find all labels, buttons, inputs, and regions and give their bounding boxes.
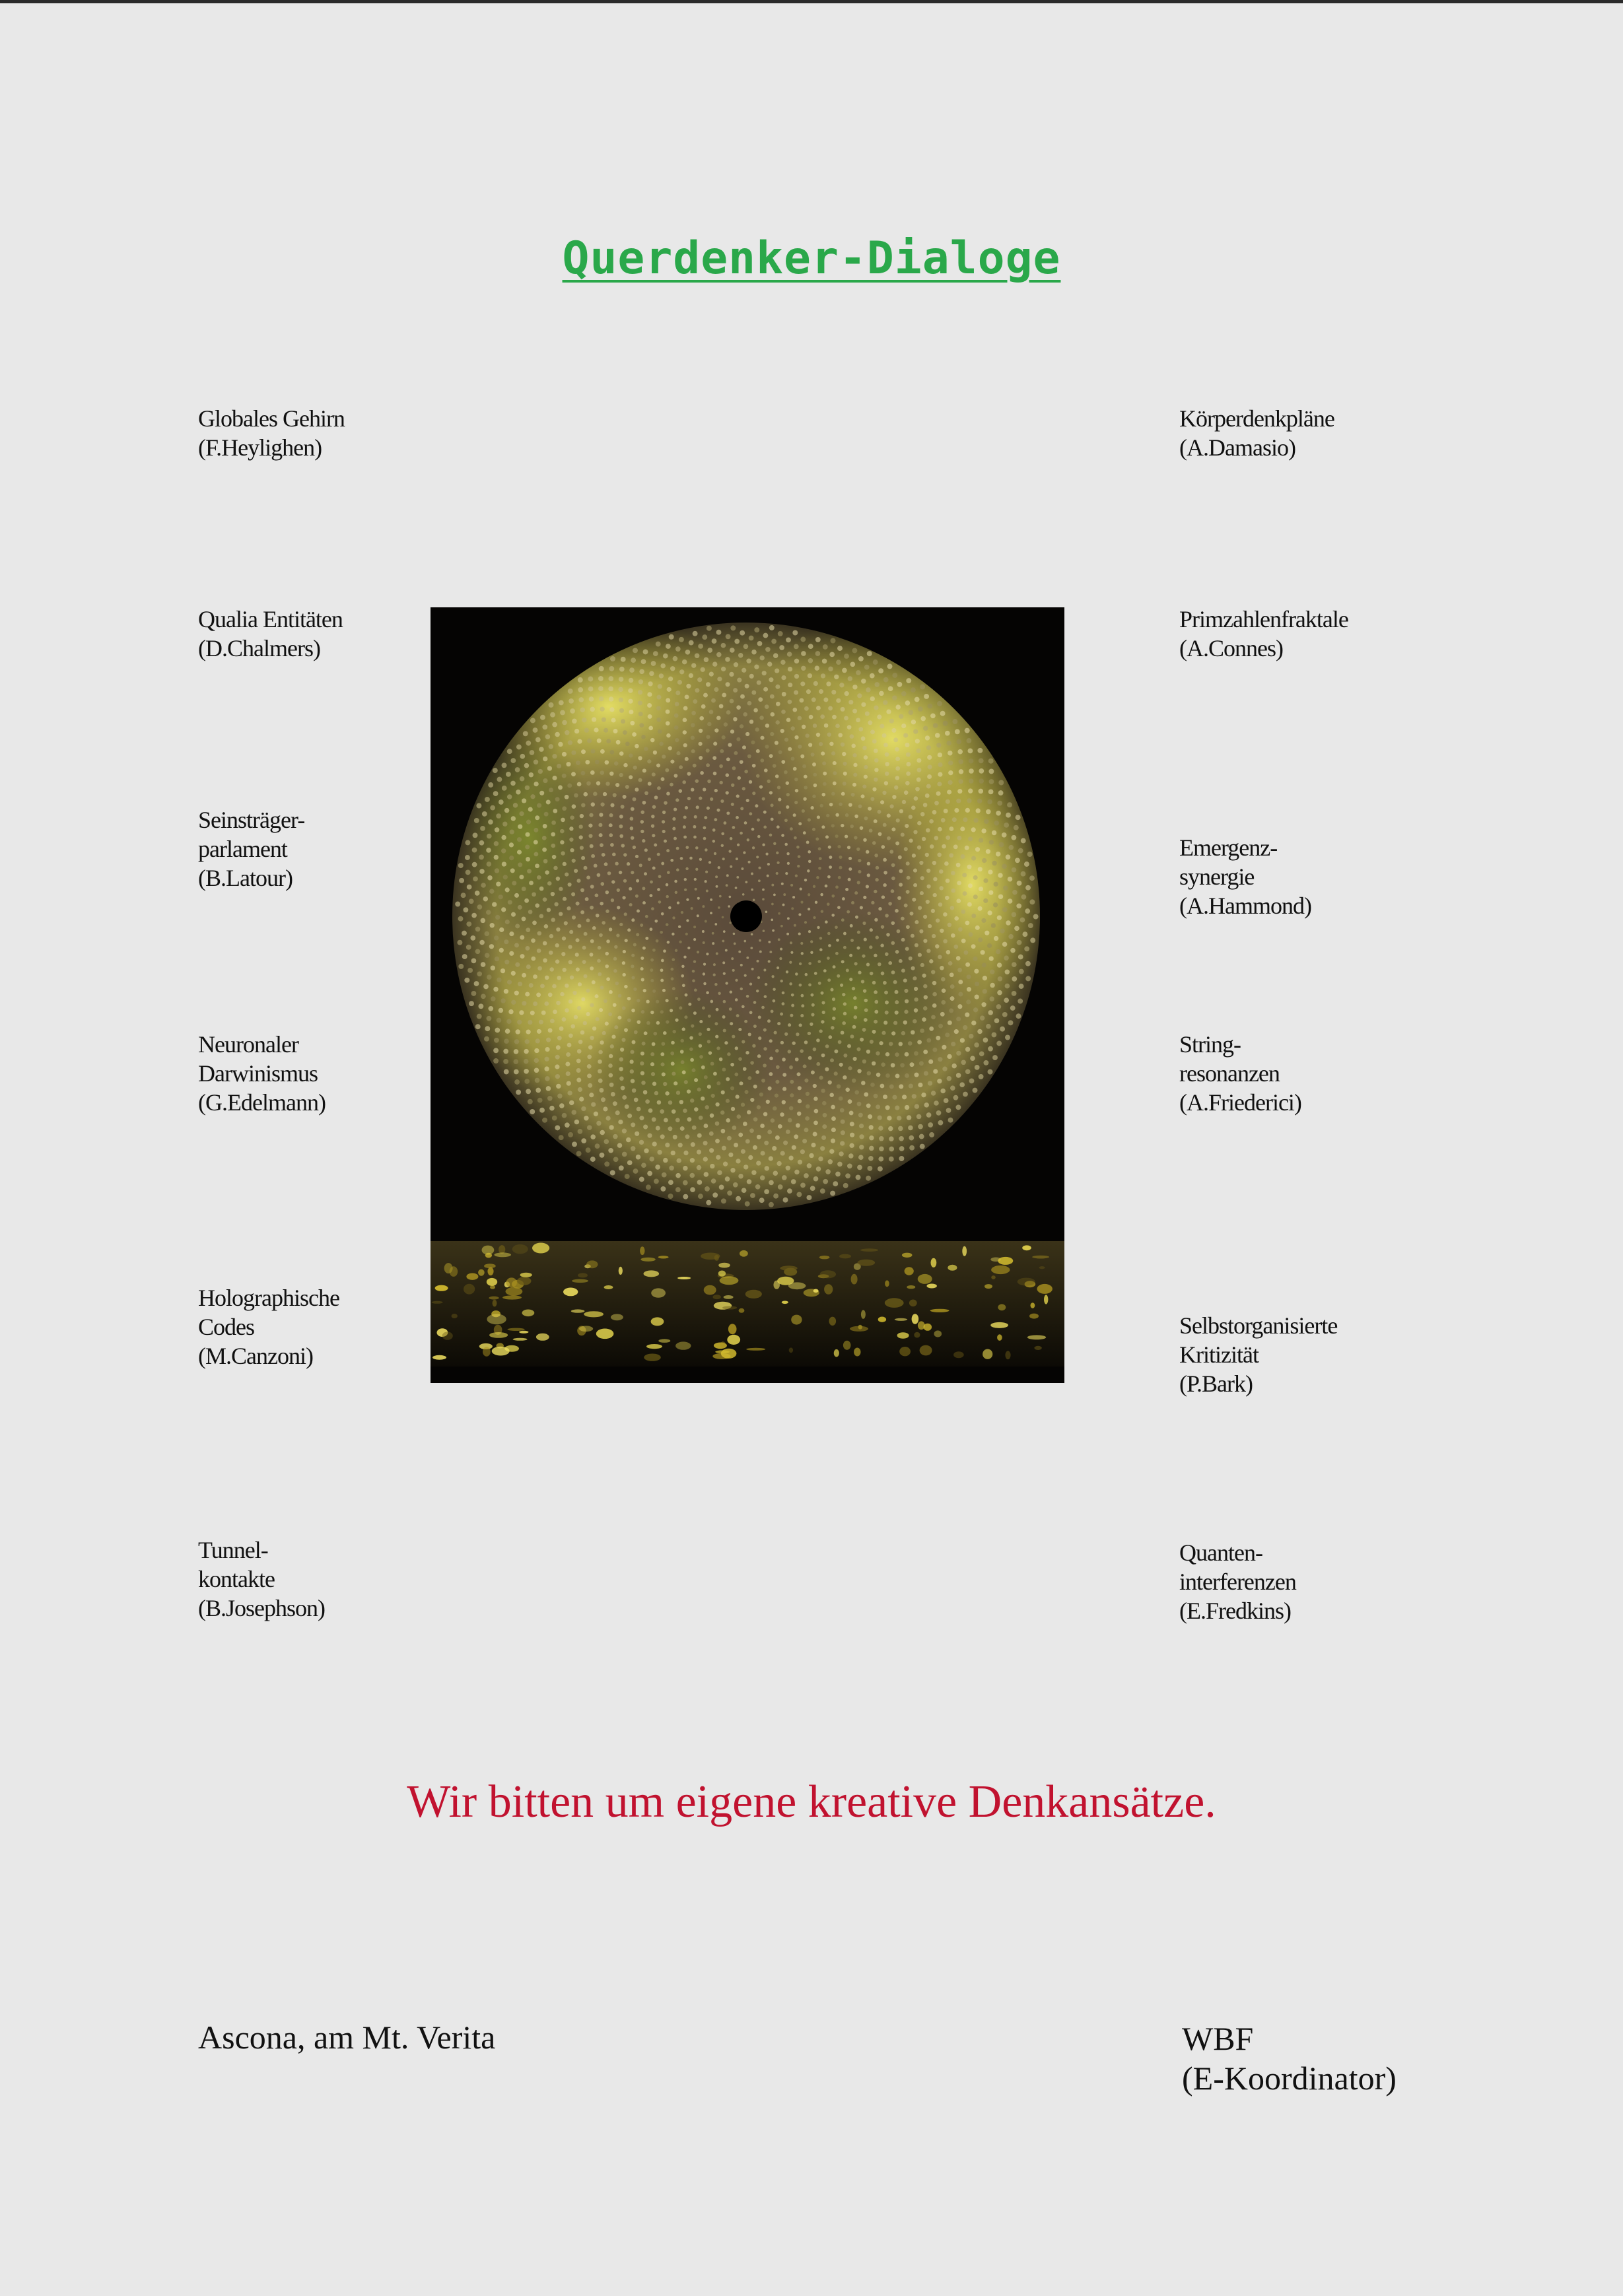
left-topic-1 — [198, 404, 345, 462]
disc-body — [452, 607, 1051, 1210]
appeal-text: Wir bitten um eigene kreative Denkansätze. — [407, 1776, 1216, 1827]
topic-line: Neuronaler — [198, 1031, 298, 1058]
topic-line: Seinsträger- — [198, 807, 305, 833]
topic-line: Holographische — [198, 1285, 339, 1311]
page-top-edge — [0, 0, 1623, 3]
page-title: Querdenker-Dialoge — [562, 232, 1061, 285]
spiral-disc-artwork — [431, 607, 1064, 1383]
topic-author: (B.Latour) — [198, 865, 293, 891]
topic-line: String- — [1179, 1031, 1241, 1058]
footer-signature — [1182, 2019, 1397, 2098]
right-topic-4 — [1179, 1030, 1301, 1117]
topic-line: Darwinismus — [198, 1060, 318, 1087]
topic-line: Kritizität — [1179, 1341, 1259, 1368]
footer-location: Ascona, am Mt. Verita — [198, 2019, 496, 2056]
topic-author: (F.Heylighen) — [198, 434, 322, 461]
topic-line: Selbstorganisierte — [1179, 1312, 1338, 1339]
left-topic-2 — [198, 605, 343, 663]
topic-line: Körperdenkpläne — [1179, 405, 1334, 432]
central-artwork — [431, 607, 1064, 1383]
right-topic-6 — [1179, 1538, 1296, 1625]
topic-author: (A.Connes) — [1179, 635, 1283, 661]
right-topic-3 — [1179, 833, 1311, 920]
signature-role: (E-Koordinator) — [1182, 2060, 1397, 2097]
topic-line: parlament — [198, 836, 287, 862]
topic-author: (A.Hammond) — [1179, 893, 1311, 919]
topic-author: (E.Fredkins) — [1179, 1598, 1291, 1624]
topic-author: (A.Friederici) — [1179, 1089, 1301, 1116]
topic-author: (P.Bark) — [1179, 1370, 1253, 1397]
topic-line: Tunnel- — [198, 1537, 268, 1563]
topic-author: (B.Josephson) — [198, 1595, 325, 1621]
left-topic-3 — [198, 805, 304, 893]
left-topic-4 — [198, 1030, 326, 1117]
topic-line: resonanzen — [1179, 1060, 1280, 1087]
topic-line: Globales Gehirn — [198, 405, 345, 432]
topic-line: Quanten- — [1179, 1539, 1262, 1566]
right-topic-5 — [1179, 1311, 1337, 1398]
topic-author: (A.Damasio) — [1179, 434, 1295, 461]
signature-initials: WBF — [1182, 2020, 1254, 2057]
topic-author: (D.Chalmers) — [198, 635, 320, 661]
right-topic-1 — [1179, 404, 1334, 462]
topic-line: kontakte — [198, 1566, 275, 1592]
left-topic-6 — [198, 1536, 325, 1623]
topic-line: synergie — [1179, 863, 1255, 890]
topic-author: (G.Edelmann) — [198, 1089, 326, 1116]
topic-author: (M.Canzoni) — [198, 1343, 313, 1369]
right-topic-2 — [1179, 605, 1348, 663]
topic-line: Emergenz- — [1179, 834, 1278, 861]
ground-strip — [431, 1241, 1064, 1367]
topic-line: Codes — [198, 1314, 254, 1340]
topic-line: Qualia Entitäten — [198, 606, 343, 632]
topic-line: Primzahlenfraktale — [1179, 606, 1348, 632]
left-topic-5 — [198, 1283, 339, 1370]
topic-line: interferenzen — [1179, 1569, 1296, 1595]
